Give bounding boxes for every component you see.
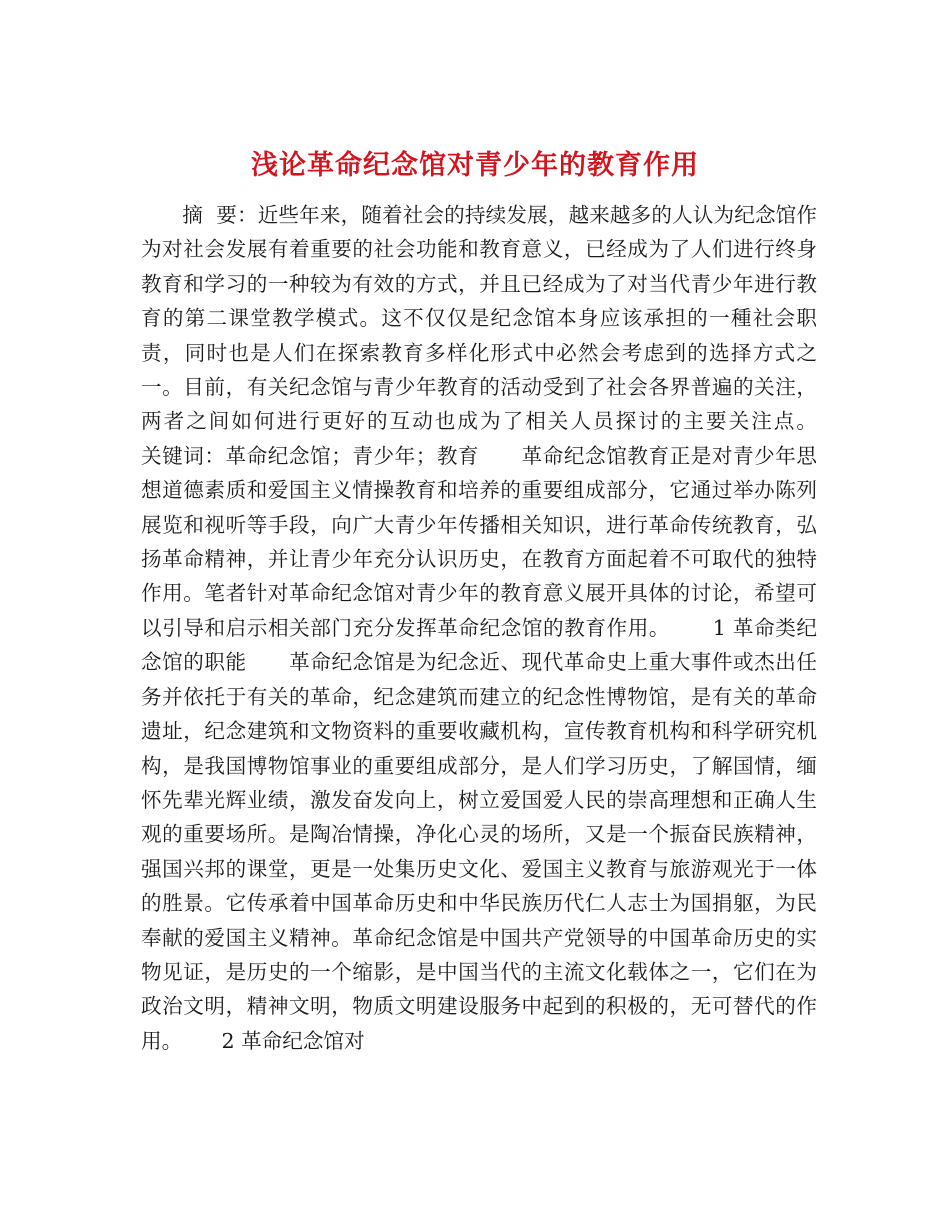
document-body: 摘 要：近些年来，随着社会的持续发展，越来越多的人认为纪念馆作为对社会发展有着重要的社会功能和教育意义，已经成为了人们进行终身教育和学习的一种较为有效的方式，并且已经成为了对当代青少年进行教育的第二课堂教学模式。这不仅仅是纪念馆本身应该承担的一種社会职责，同时也是人们在探索教育多样化形式中必然会考虑到的选择方式之一。目前，有关纪念馆与青少年教育的活动受到了社会各界普遍的关注，两者之间如何进行更好的互动也成为了相关人员探讨的主要关注点。 关键词：革命纪念馆；青少年；教育 革命纪念馆教育正是对青少年思想道德素质和爱国主义情操教育和培养的重要组成部分，它通过举办陈列展览和视听等手段，向广大青少年传播相关知识，进行革命传统教育，弘扬革命精神，并让青少年充分认识历史，在教育方面起着不可取代的独特作用。笔者针对革命纪念馆对青少年的教育意义展开具体的讨论，希望可以引导和启示相关部门充分发挥革命纪念馆的教育作用。 1 革命类纪念馆的职能 革命纪念馆是为纪念近、现代革命史上重大事件或杰出任务并依托于有关的革命，纪念建筑而建立的纪念性博物馆，是有关的革命遗址，纪念建筑和文物资料的重要收藏机构，宣传教育机构和科学研究机构，是我国博物馆事业的重要组成部分，是人们学习历史，了解国情，缅怀先辈光辉业绩，激发奋发向上，树立爱国爱人民的崇高理想和正确人生观的重要场所。是陶冶情操，净化心灵的场所，又是一个振奋民族精神，强国兴邦的课堂，更是一处集历史文化、爱国主义教育与旅游观光于一体的胜景。它传承着中国革命历史和中华民族历代仁人志士为国捐躯，为民奉献的爱国主义精神。革命纪念馆是中国共产党领导的中国革命历史的实物见证，是历史的一个缩影，是中国当代的主流文化载体之一，它们在为政治文明，精神文明，物质文明建设服务中起到的积极的，无可替代的作用。 2 革命纪念馆对: [141, 203, 857, 1053]
document-title: 浅论革命纪念馆对青少年的教育作用: [251, 150, 699, 182]
